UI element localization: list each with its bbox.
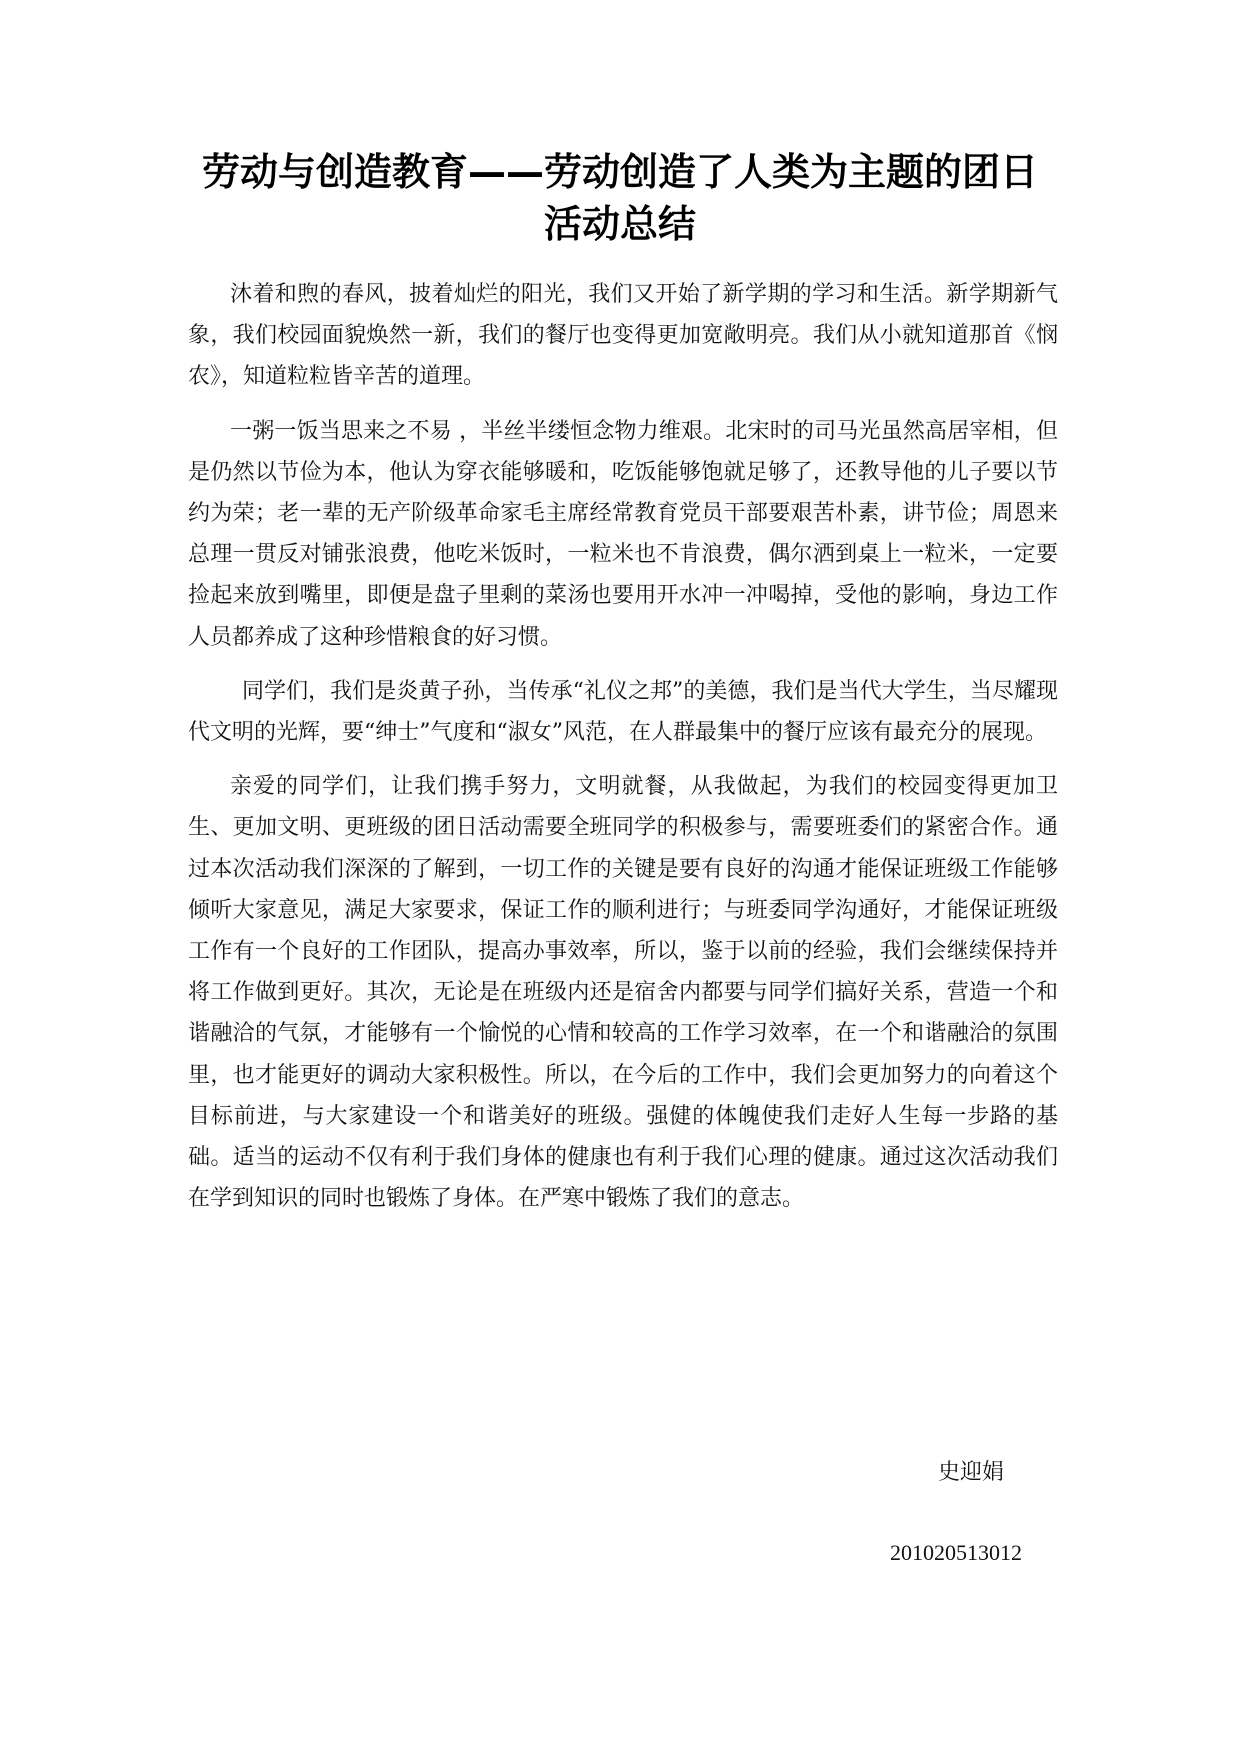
document-title — [150, 146, 1090, 250]
paragraph-1: 沐着和煦的春风，披着灿烂的阳光，我们又开始了新学期的学习和生活。新学期新气象，我们校园面貌焕然一新，我们的餐厅也变得更加宽敞明亮。我们从小就知道那首《悯农》，知道粒粒皆辛苦的道理。 — [188, 282, 1058, 390]
paragraph-4: 亲爱的同学们，让我们携手努力，文明就餐，从我做起，为我们的校园变得更加卫生、更加文明、更班级的团日活动需要全班同学的积极参与，需要班委们的紧密合作。通过本次活动我们深深的了解到，一切工作的关键是要有良好的沟通才能保证班级工作能够倾听大家意见，满足大家要求，保证工作的顺利进行；与班委同学沟通好，才能保证班级工作有一个良好的工作团队，提高办事效率，所以，鉴于以前的经验，我们会继续保持并将工作做到更好。其次，无论是在班级内还是宿舍内都要与同学们搞好关系，营造一个和谐融洽的气氛，才能够有一个愉悦的心情和较高的工作学习效率，在一个和谐融洽的氛围里，也才能更好的调动大家积极性。所以，在今后的工作中，我们会更加努力的向着这个目标前进，与大家建设一个和谐美好的班级。强健的体魄使我们走好人生每一步路的基础。适当的运动不仅有利于我们身体的健康也有利于我们心理的健康。通过这次活动我们在学到知识的同时也锻炼了身体。在严寒中锻炼了我们的意志。 — [188, 774, 1058, 1212]
title-line-2: 活动总结 — [543, 202, 696, 246]
document-body — [188, 274, 1058, 1232]
signature-name: 史迎娟 — [938, 1460, 1005, 1485]
signature-id: 201020513012 — [890, 1540, 1022, 1565]
paragraph-2: 一粥一饭当思来之不易 ，半丝半缕恒念物力维艰。北宋时的司马光虽然高居宰相，但是仍然以节俭为本，他认为穿衣能够暖和，吃饭能够饱就足够了，还教导他的儿子要以节约为荣；老一辈的无产阶级革命家毛主席经常教育党员干部要艰苦朴素，讲节俭；周恩来总理一贯反对铺张浪费，他吃米饭时，一粒米也不肯浪费，偶尔洒到桌上一粒米，一定要捡起来放到嘴里，即便是盘子里剩的菜汤也要用开水冲一冲喝掉，受他的影响，身边工作人员都养成了这种珍惜粮食的好习惯。 — [188, 418, 1058, 650]
paragraph-3: 同学们，我们是炎黄子孙，当传承“礼仪之邦”的美德，我们是当代大学生，当尽耀现代文明的光辉，要“绅士”气度和“淑女”风范，在人群最集中的餐厅应该有最充分的展现。 — [188, 678, 1058, 746]
title-line-1: 劳动与创造教育——劳动创造了人类为主题的团日 — [201, 150, 1038, 194]
